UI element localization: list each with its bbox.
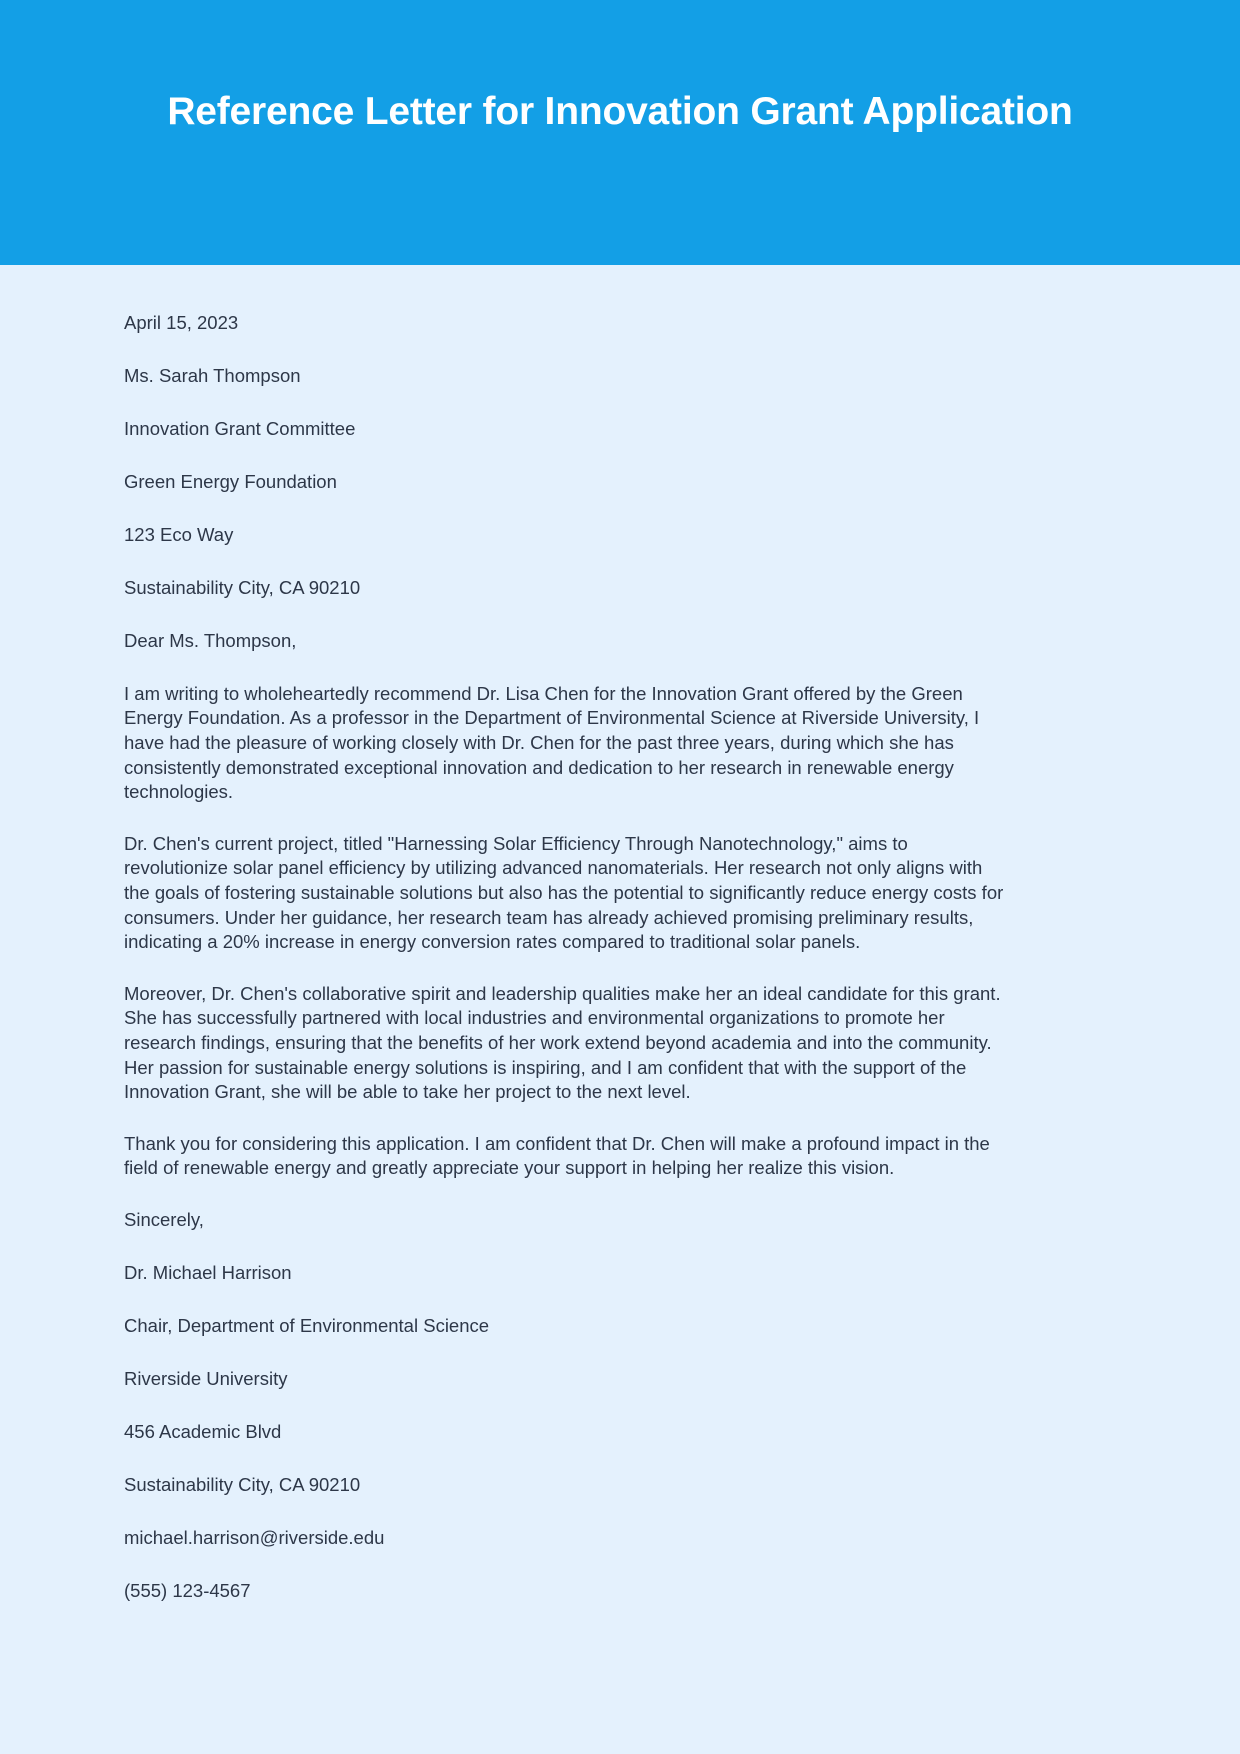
letter-content: [0, 265, 1240, 1644]
signer-street: 456 Academic Blvd: [124, 1420, 282, 1442]
letter-paragraph: Dr. Chen's current project, titled "Harnessing Solar Efficiency Through Nanotechnology," aims to revolutionize solar panel efficiency by utilizing advanced nanomaterials. Her research not only aligns with the goals of fostering sustainable solutions but also has the potential to significantly reduce energy costs for consumers. Under her guidance, her research team has already achieved promising preliminary results, indicating a 20% increase in energy conversion rates compared to traditional solar panels.: [124, 832, 1004, 953]
letter-salutation: Dear Ms. Thompson,: [124, 629, 297, 651]
recipient-name: Ms. Sarah Thompson: [124, 364, 301, 386]
signer-phone: (555) 123-4567: [124, 1579, 251, 1601]
signer-email: michael.harrison@riverside.edu: [124, 1526, 385, 1548]
letter-date: April 15, 2023: [124, 312, 239, 333]
signer-name: Dr. Michael Harrison: [124, 1261, 292, 1283]
recipient-street: 123 Eco Way: [124, 523, 234, 545]
signer-institution: Riverside University: [124, 1367, 288, 1389]
page-title: Reference Letter for Innovation Grant Application: [167, 90, 1073, 134]
signer-city-state-zip: Sustainability City, CA 90210: [124, 1473, 361, 1495]
letter-paragraph: Moreover, Dr. Chen's collaborative spirit and leadership qualities make her an ideal candidate for this grant. She has successfully partnered with local industries and environmental organizations to promote her research findings, ensuring that the benefits of her work extend beyond academia and into the community. Her passion for sustainable energy solutions is inspiring, and I am confident that with the support of the Innovation Grant, she will be able to take her project to the next level.: [124, 982, 1001, 1103]
document-header-banner: [0, 0, 1240, 265]
recipient-city-state-zip: Sustainability City, CA 90210: [124, 576, 361, 598]
signer-title: Chair, Department of Environmental Science: [124, 1314, 490, 1336]
letter-paragraph: Thank you for considering this application. I am confident that Dr. Chen will make a profound impact in the field of renewable energy and greatly appreciate your support in helping her realize this vision.: [124, 1132, 990, 1179]
letter-paragraph: I am writing to wholeheartedly recommend Dr. Lisa Chen for the Innovation Grant offered by the Green Energy Foundation. As a professor in the Department of Environmental Science at Riverside University, I have had the pleasure of working closely with Dr. Chen for the past three years, during which she has consistently demonstrated exceptional innovation and dedication to her research in renewable energy technologies.: [124, 682, 980, 803]
recipient-committee: Innovation Grant Committee: [124, 417, 356, 439]
recipient-organization: Green Energy Foundation: [124, 470, 337, 492]
letter-closing: Sincerely,: [124, 1208, 204, 1230]
